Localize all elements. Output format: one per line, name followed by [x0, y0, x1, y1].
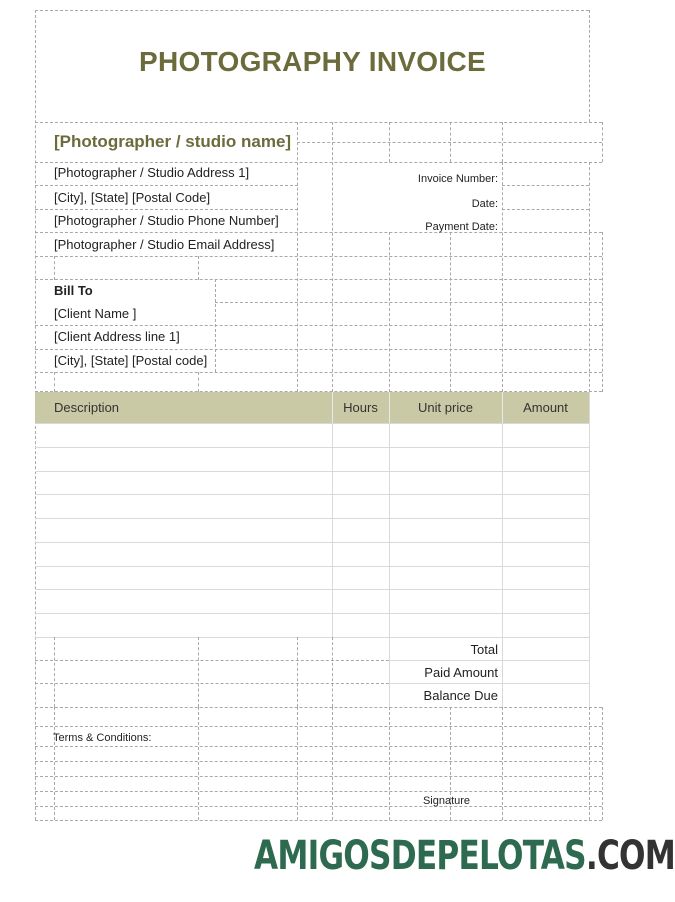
invoice-number-label: Invoice Number:: [417, 173, 498, 185]
column-hours: Hours: [343, 400, 378, 415]
client-address: [Client Address line 1]: [54, 329, 180, 344]
column-unit-price: Unit price: [418, 400, 473, 415]
studio-email: [Photographer / Studio Email Address]: [54, 237, 275, 252]
watermark-domain: .COM: [585, 833, 675, 879]
studio-city-state: [City], [State] [Postal Code]: [54, 190, 211, 205]
balance-due-label: Balance Due: [423, 688, 498, 703]
studio-phone: [Photographer / Studio Phone Number]: [54, 213, 279, 228]
terms-conditions-label: Terms & Conditions:: [53, 732, 152, 744]
column-description: Description: [54, 400, 120, 415]
site-watermark-logo: [254, 832, 675, 880]
signature-label: Signature: [422, 795, 471, 807]
studio-name: [Photographer / studio name]: [54, 132, 292, 151]
total-label: Total: [470, 642, 498, 657]
studio-address: [Photographer / Studio Address 1]: [54, 165, 250, 180]
bill-to-label: Bill To: [54, 283, 93, 298]
date-label: Date:: [471, 198, 498, 210]
client-name: [Client Name ]: [54, 306, 137, 321]
client-city: [City], [State] [Postal code]: [54, 353, 208, 368]
watermark-name: AMIGOSDEPELOTAS: [254, 833, 586, 879]
paid-amount-label: Paid Amount: [424, 665, 498, 680]
payment-date-label: Payment Date:: [425, 221, 498, 233]
column-amount: Amount: [523, 400, 568, 415]
invoice-title: PHOTOGRAPHY INVOICE: [139, 46, 486, 77]
